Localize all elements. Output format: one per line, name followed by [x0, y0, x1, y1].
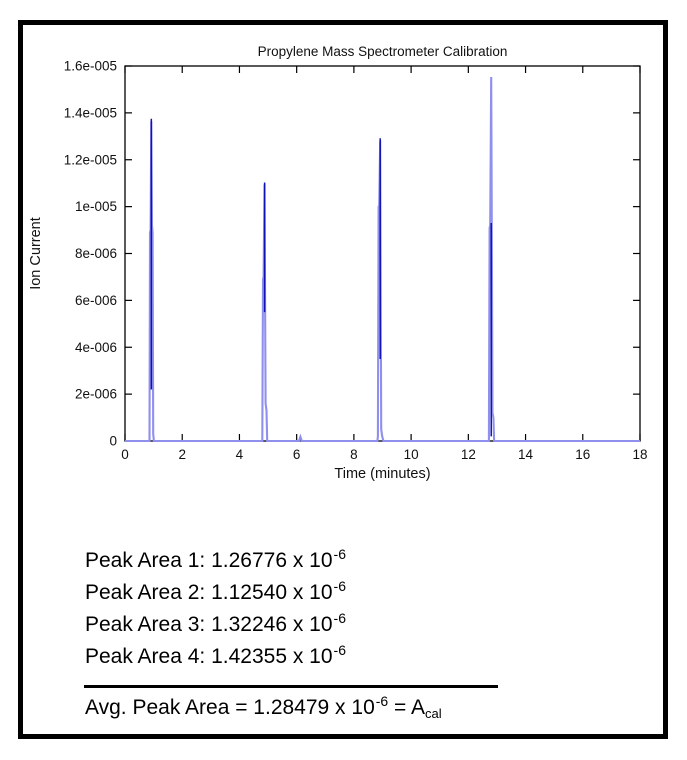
y-tick-label: 1.2e-005	[63, 152, 117, 168]
peak-area-exponent: -6	[333, 610, 346, 626]
avg-peak-area-exponent: -6	[375, 693, 389, 709]
x-tick-label: 16	[575, 447, 591, 462]
avg-peak-area-row	[85, 691, 498, 727]
x-tick-label: 6	[292, 447, 301, 462]
peak-area-exponent: -6	[333, 546, 346, 562]
x-tick-label: 2	[178, 447, 186, 462]
summary-divider	[84, 685, 498, 688]
peak-area-text: Peak Area 2: 1.12540 x 10	[85, 581, 333, 604]
x-tick-label: 12	[460, 447, 476, 462]
plot-frame	[125, 66, 640, 441]
y-tick-label: 6e-006	[74, 292, 117, 308]
chart-title: Propylene Mass Spectrometer Calibration	[257, 44, 508, 59]
peak-area-row-4	[85, 641, 498, 673]
ion-current-trace	[125, 77, 640, 441]
y-tick-label: 4e-006	[74, 339, 117, 355]
y-tick-label: 0	[109, 433, 117, 449]
peak-area-exponent: -6	[333, 642, 346, 658]
x-tick-label: 18	[632, 447, 648, 462]
x-tick-label: 8	[350, 447, 358, 462]
peak-area-text: Peak Area 4: 1.42355 x 10	[85, 645, 333, 668]
y-tick-label: 1e-005	[74, 199, 117, 215]
y-tick-label: 8e-006	[74, 246, 117, 261]
x-axis-label: Time (minutes)	[334, 466, 431, 482]
avg-peak-area-text: Avg. Peak Area = 1.28479 x 10	[85, 696, 375, 719]
peak-area-row-1	[85, 545, 498, 577]
x-tick-label: 0	[121, 447, 129, 462]
y-tick-label: 1.4e-005	[63, 105, 117, 121]
x-tick-label: 10	[403, 447, 419, 462]
peak-area-row-2	[85, 577, 498, 609]
y-tick-label: 1.6e-005	[63, 58, 117, 74]
peak-area-text: Peak Area 3: 1.32246 x 10	[85, 613, 333, 636]
x-tick-label: 14	[518, 447, 534, 462]
avg-peak-area-equals: = A	[388, 696, 425, 719]
avg-peak-area-subscript: cal	[424, 706, 442, 721]
y-axis-label: Ion Current	[28, 217, 44, 290]
peak-area-text: Peak Area 1: 1.26776 x 10	[85, 549, 333, 572]
peak-area-row-3	[85, 609, 498, 641]
x-tick-label: 4	[235, 447, 244, 462]
peak-area-list	[85, 545, 498, 727]
y-tick-label: 2e-006	[74, 386, 117, 402]
peak-area-exponent: -6	[333, 578, 346, 594]
